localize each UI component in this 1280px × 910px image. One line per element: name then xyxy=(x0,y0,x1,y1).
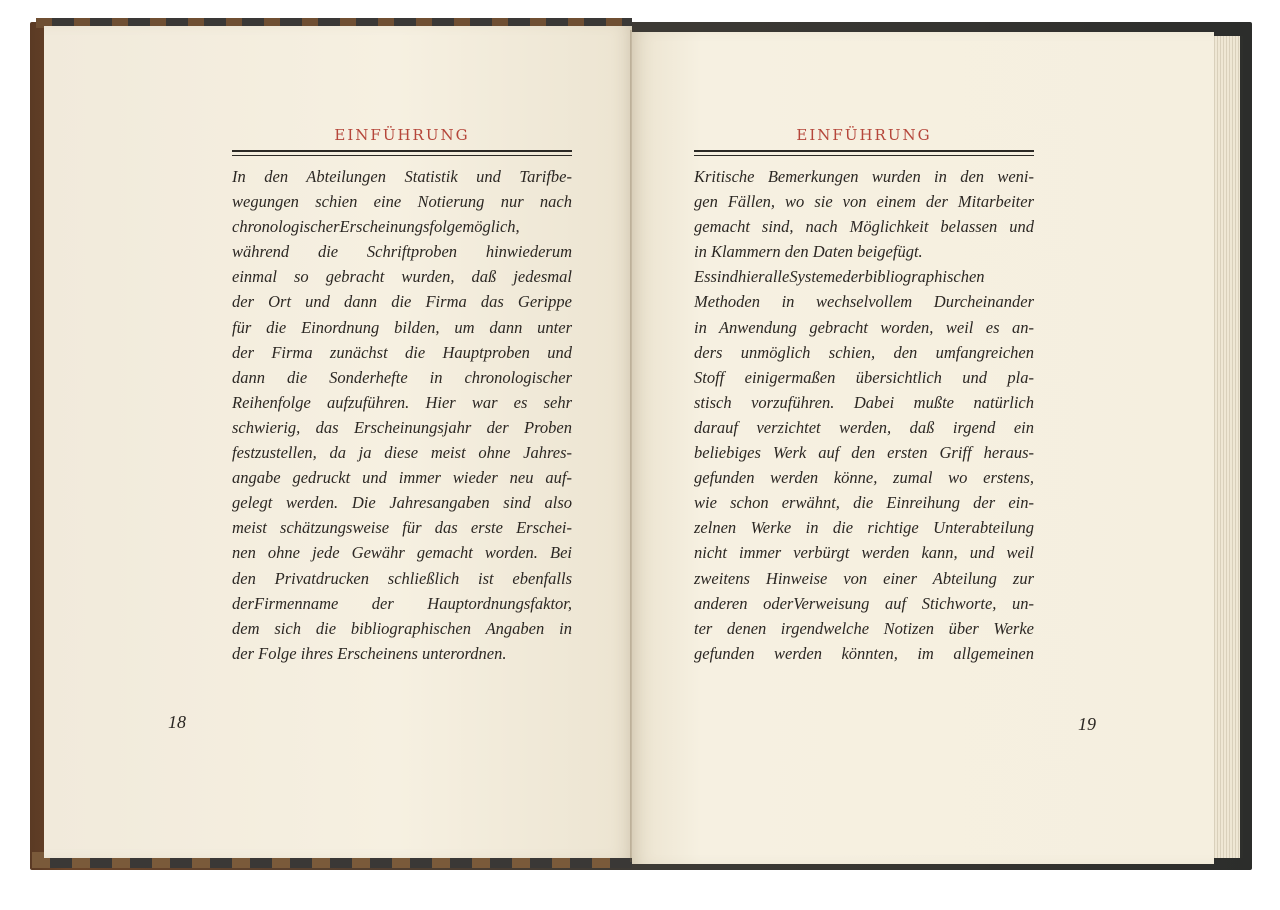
text-line: der Firma zunächst die Hauptproben und xyxy=(232,342,572,362)
text-line: ter denen irgendwelche Notizen über Werke xyxy=(694,618,1034,638)
text-line: EssindhieralleSystemederbibliographischen xyxy=(694,267,985,287)
text-line: nicht immer verbürgt werden kann, und weil xyxy=(694,543,1034,563)
left-page xyxy=(44,26,632,858)
right-running-head: EINFÜHRUNG xyxy=(796,126,932,144)
text-line: in Anwendung gebracht worden, weil es an- xyxy=(694,317,1034,337)
text-line: beliebiges Werk auf den ersten Griff heraus- xyxy=(694,443,1034,463)
left-text-block xyxy=(232,164,572,666)
text-line: gemacht sind, nach Möglichkeit belassen und xyxy=(694,217,1034,237)
text-line: chronologischerErscheinungsfolgemöglich, xyxy=(232,217,520,237)
text-line: gen Fällen, wo sie von einem der Mitarbeiter xyxy=(694,192,1034,212)
text-line: für die Einordnung bilden, um dann unter xyxy=(232,317,572,337)
right-page xyxy=(632,32,1214,864)
text-line: wie schon erwähnt, die Einreihung der ein- xyxy=(694,493,1034,513)
text-line: einmal so gebracht wurden, daß jedesmal xyxy=(232,267,572,287)
right-page-number: 19 xyxy=(1078,714,1096,734)
text-line: Reihenfolge aufzuführen. Hier war es sehr xyxy=(232,392,572,412)
left-running-head: EINFÜHRUNG xyxy=(334,126,470,144)
text-line: Kritische Bemerkungen wurden in den weni- xyxy=(694,167,1034,186)
text-line: In den Abteilungen Statistik und Tarifbe- xyxy=(232,167,572,186)
text-line: anderen oderVerweisung auf Stichworte, un- xyxy=(694,593,1034,613)
text-line: meist schätzungsweise für das erste Erschei- xyxy=(232,518,572,538)
text-line: Stoff einigermaßen übersichtlich und pla- xyxy=(694,367,1034,387)
text-line: dem sich die bibliographischen Angaben in xyxy=(232,618,572,638)
text-line: zweitens Hinweise von einer Abteilung zur xyxy=(694,568,1034,588)
text-line: darauf verzichtet werden, daß irgend ein xyxy=(694,417,1034,437)
text-line: dann die Sonderhefte in chronologischer xyxy=(232,367,572,387)
text-line: festzustellen, da ja diese meist ohne Jahres- xyxy=(232,443,572,463)
text-line: zelnen Werke in die richtige Unterabteilung xyxy=(694,518,1034,538)
text-line: während die Schriftproben hinwiederum xyxy=(232,242,572,262)
text-line: gefunden werden könnten, im allgemeinen xyxy=(694,643,1034,663)
text-line: der Folge ihres Erscheinens unterordnen. xyxy=(232,643,507,663)
text-line: ders unmöglich schien, den umfangreichen xyxy=(694,342,1034,362)
right-text-block xyxy=(694,164,1034,666)
left-page-number: 18 xyxy=(168,712,186,732)
text-line: nen ohne jede Gewähr gemacht worden. Bei xyxy=(232,543,572,563)
left-head-rule xyxy=(232,150,572,156)
text-line: in Klammern den Daten beigefügt. xyxy=(694,242,923,262)
text-line: gelegt werden. Die Jahresangaben sind also xyxy=(232,493,572,513)
text-line: angabe gedruckt und immer wieder neu auf- xyxy=(232,468,572,488)
text-line: Methoden in wechselvollem Durcheinander xyxy=(694,292,1034,312)
text-line: den Privatdrucken schließlich ist ebenfalls xyxy=(232,568,572,588)
text-line: gefunden werden könne, zumal wo erstens, xyxy=(694,468,1034,488)
text-line: wegungen schien eine Notierung nur nach xyxy=(232,192,572,212)
text-line: stisch vorzuführen. Dabei mußte natürlich xyxy=(694,392,1034,412)
text-line: der Ort und dann die Firma das Gerippe xyxy=(232,292,572,312)
text-line: derFirmenname der Hauptordnungsfaktor, xyxy=(232,593,572,613)
text-line: schwierig, das Erscheinungsjahr der Proben xyxy=(232,417,572,437)
right-head-rule xyxy=(694,150,1034,156)
